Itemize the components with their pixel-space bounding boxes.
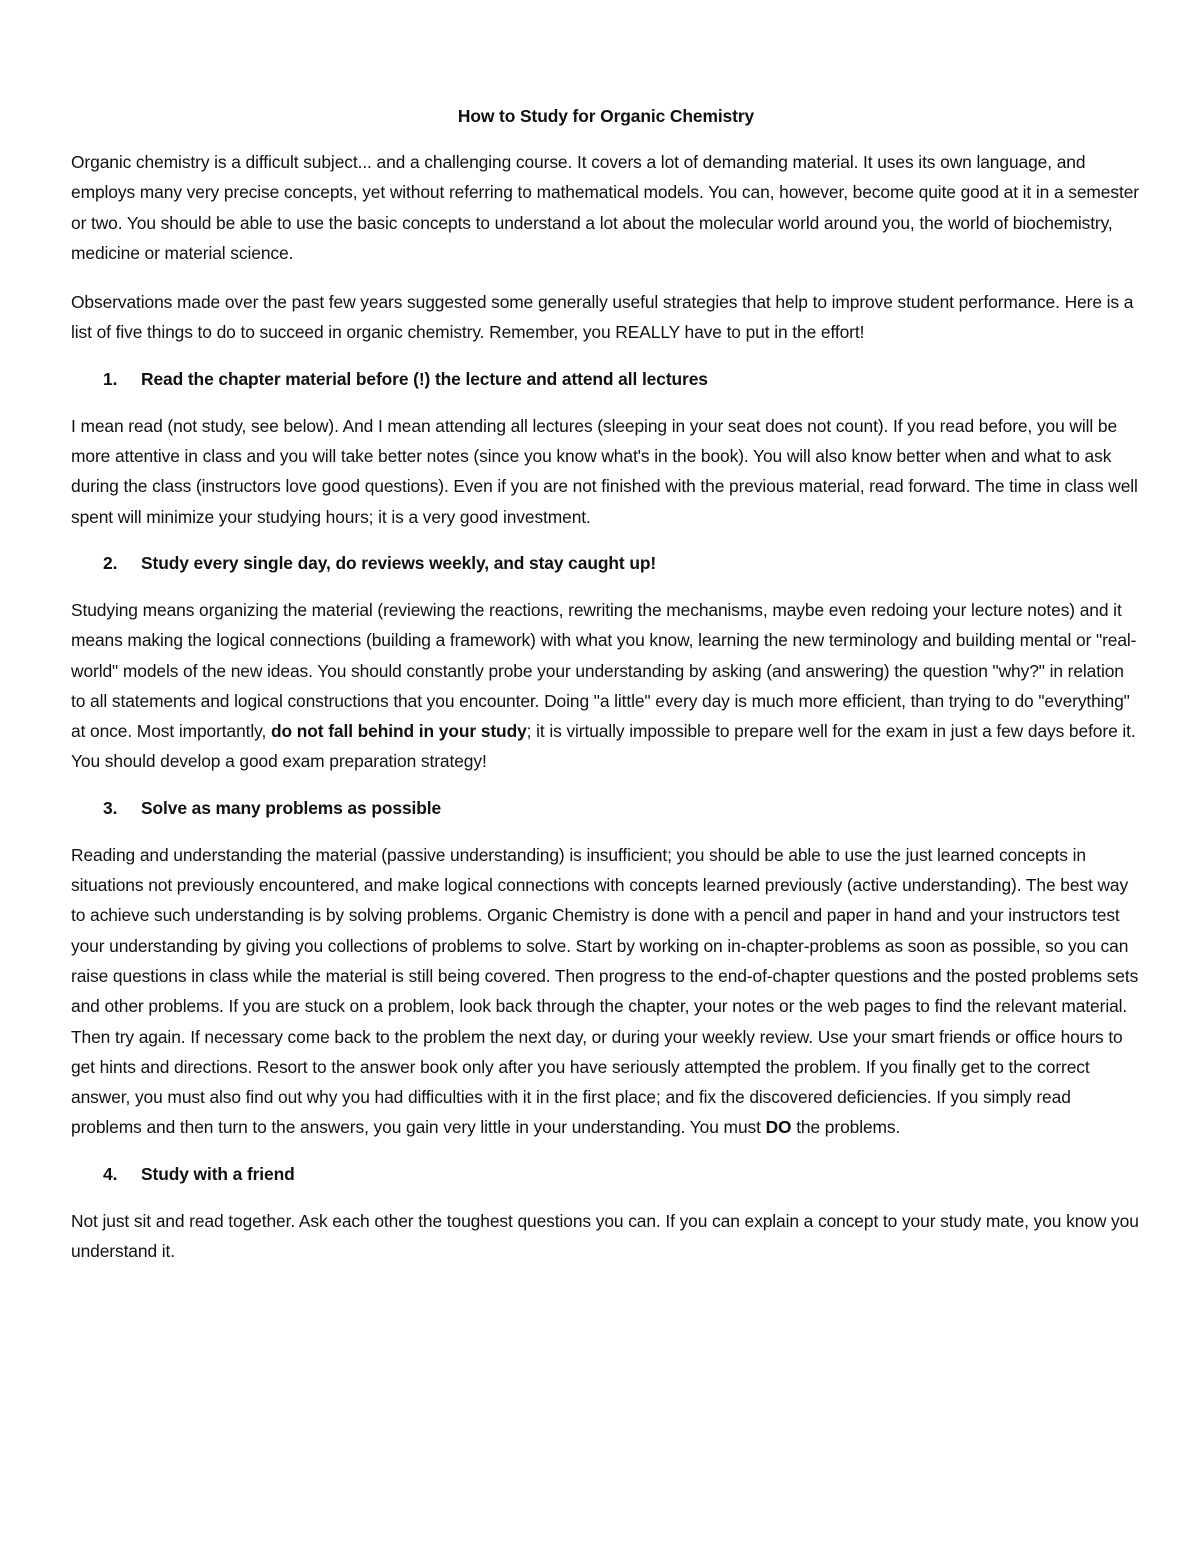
section-3-body-text-end: the problems.: [791, 1117, 901, 1138]
section-2-number: 2.: [103, 552, 118, 573]
section-3-body: [71, 840, 1141, 1143]
section-2-body-text: Studying means organizing the material (reviewing the reactions, rewriting the mechanisms, maybe even redoing your lecture notes) and it means making the logical connections (building a framework) with what you know, learning the new terminology and building mental or "real-world" models of the new ideas. You should constantly probe your understanding by asking (and answering) the question "why?" in relation to all statements and logical constructions that you encounter. Doing "a little" every day is much more efficient, than trying to do "everything" at once. Most importantly,: [71, 599, 1137, 742]
section-1-body: I mean read (not study, see below). And I mean attending all lectures (sleeping in your seat does not count). If you read before, you will be more attentive in class and you will take better notes (since you know what's in the book). You will also know better when and what to ask during the class (instructors love good questions). Even if you are not finished with the previous material, read forward. The time in class well spent will minimize your studying hours; it is a very good investment.: [71, 415, 1138, 527]
section-2-title: Study every single day, do reviews weekly, and stay caught up!: [141, 552, 657, 573]
section-3-body-text: Reading and understanding the material (passive understanding) is insufficient; you should be able to use the just learned concepts in situations not previously encountered, and make logical connections with concepts learned previously (active understanding). The best way to achieve such understanding is by solving problems. Organic Chemistry is done with a pencil and paper in hand and your instructors test your understanding by giving you collections of problems to solve. Start by working on in-chapter-problems as soon as possible, so you can raise questions in class while the material is still being covered. Then progress to the end-of-chapter questions and the posted problems sets and other problems. If you are stuck on a problem, look back through the chapter, your notes or the web pages to find the relevant material. Then try again. If necessary come back to the problem the next day, or during your weekly review. Use your smart friends or office hours to get hints and directions. Resort to the answer book only after you have seriously attempted the problem. If you finally get to the correct answer, you must also find out why you had difficulties with it in the first place; and fix the discovered deficiencies. If you simply read problems and then turn to the answers, you gain very little in your understanding. You must: [71, 844, 1139, 1138]
section-3-body-emphasis: DO: [765, 1117, 792, 1138]
section-4-heading: [71, 1162, 1141, 1187]
section-1-heading: [71, 367, 1141, 392]
section-4-body: Not just sit and read together. Ask each other the toughest questions you can. If you can explain a concept to your study mate, you know you understand it.: [71, 1210, 1139, 1262]
intro-paragraph-2: Observations made over the past few years suggested some generally useful strategies that help to improve student performance. Here is a list of five things to do to succeed in organic chemistry. Remember, you REALLY have to put in the effort!: [71, 292, 1134, 343]
intro-paragraph-1: Organic chemistry is a difficult subject... and a challenging course. It covers a lot of demanding material. It uses its own language, and employs many very precise concepts, yet without referring to mathematical models. You can, however, become quite good at it in a semester or two. You should be able to use the basic concepts to understand a lot about the molecular world around you, the world of biochemistry, medicine or material science.: [71, 152, 1139, 263]
section-2-body-emphasis: do not fall behind in your study: [270, 721, 527, 742]
section-3-number: 3.: [103, 797, 118, 818]
section-1-title: Read the chapter material before (!) the lecture and attend all lectures: [141, 368, 708, 389]
section-2-body: [71, 595, 1141, 777]
section-4-title: Study with a friend: [141, 1163, 295, 1184]
section-1-number: 1.: [103, 368, 118, 389]
document-title: How to Study for Organic Chemistry: [457, 106, 755, 126]
document-content: [71, 104, 1141, 1285]
section-2-heading: [71, 551, 1141, 576]
section-4-number: 4.: [103, 1163, 118, 1184]
section-3-title: Solve as many problems as possible: [141, 797, 442, 818]
section-3-heading: [71, 796, 1141, 821]
section-2-body-text-end: ; it is virtually impossible to prepare well for the exam in just a few days before it. You should develop a good exam preparation strategy!: [71, 721, 1136, 772]
